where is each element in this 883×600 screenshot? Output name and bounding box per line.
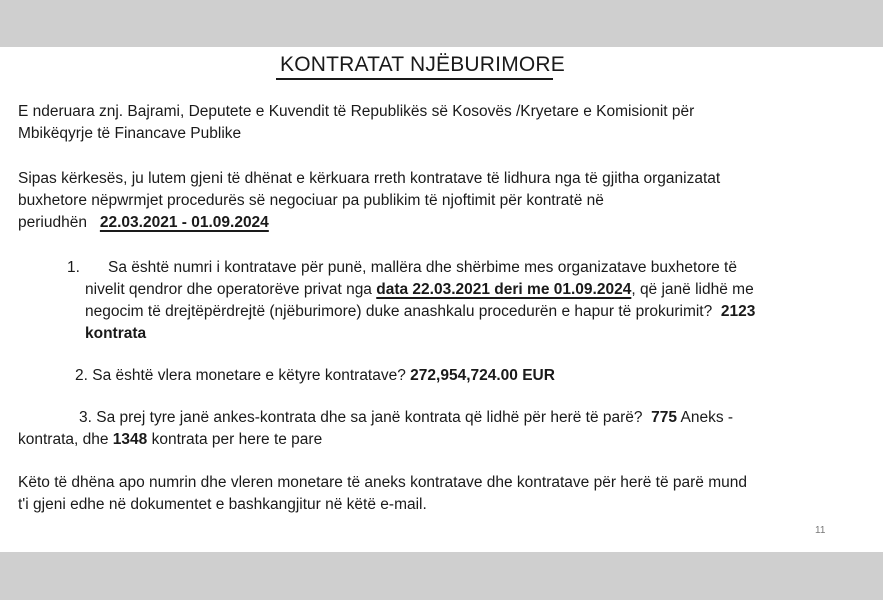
q1-answer-number: 2123 bbox=[720, 303, 756, 320]
greeting-line-2: Mbikëqyrje të Financave Publike bbox=[18, 125, 242, 142]
greeting-line-1: E nderuara znj. Bajrami, Deputete e Kuvendit të Republikës së Kosovës /Kryetare e Komisionit për bbox=[18, 103, 695, 120]
intro-period-label: periudhën bbox=[18, 214, 87, 231]
q1-line-2: nivelit qendror dhe operatorëve privat nga data 22.03.2021 deri me 01.09.2024, që janë lidhë me bbox=[85, 281, 754, 298]
intro-line-1: Sipas kërkesës, ju lutem gjeni të dhënat e kërkuara rreth kontratave të lidhura nga të gjitha organizatat bbox=[18, 170, 721, 187]
q1-line-1: Sa është numri i kontratave për punë, mallëra dhe shërbime mes organizatave buxhetore të bbox=[108, 259, 737, 276]
title-underline bbox=[276, 78, 553, 80]
q3-answer-annex: 775 bbox=[651, 409, 678, 426]
q1-line-3: negocim të drejtëpërdrejtë (njëburimore) duke anashkalu procedurën e hapur të prokurimit? 2123 bbox=[85, 303, 756, 320]
q1-answer-word: kontrata bbox=[85, 325, 147, 342]
closing-line-2: t'i gjeni edhe në dokumentet e bashkangjitur në këtë e-mail. bbox=[18, 496, 427, 513]
q3-answer-first-time: 1348 bbox=[112, 431, 148, 448]
intro-period-value: 22.03.2021 - 01.09.2024 bbox=[99, 214, 269, 231]
q1-number: 1. bbox=[67, 259, 80, 276]
closing-line-1: Këto të dhëna apo numrin dhe vleren monetare të aneks kontratave dhe kontratave për herë të parë mund bbox=[18, 474, 747, 491]
document-title: KONTRATAT NJËBURIMORE bbox=[280, 53, 565, 76]
intro-line-2: buxhetore nëpwrmjet procedurës së negociuar pa publikim të njoftimit për kontratë në bbox=[18, 192, 604, 209]
q2-line: 2. Sa është vlera monetare e këtyre kontratave? 272,954,724.00 EUR bbox=[75, 367, 555, 384]
q1-date-range: data 22.03.2021 deri me 01.09.2024 bbox=[376, 281, 632, 298]
q2-answer: 272,954,724.00 EUR bbox=[410, 367, 555, 384]
intro-line-3 bbox=[18, 212, 277, 234]
document-page bbox=[0, 47, 883, 552]
q3-line-1: 3. Sa prej tyre janë ankes-kontrata dhe sa janë kontrata që lidhë për herë të parë? 775 Aneks - bbox=[79, 409, 734, 426]
q3-line-2: kontrata, dhe 1348 kontrata per here te pare bbox=[18, 431, 323, 448]
page-number: 11 bbox=[815, 525, 826, 536]
